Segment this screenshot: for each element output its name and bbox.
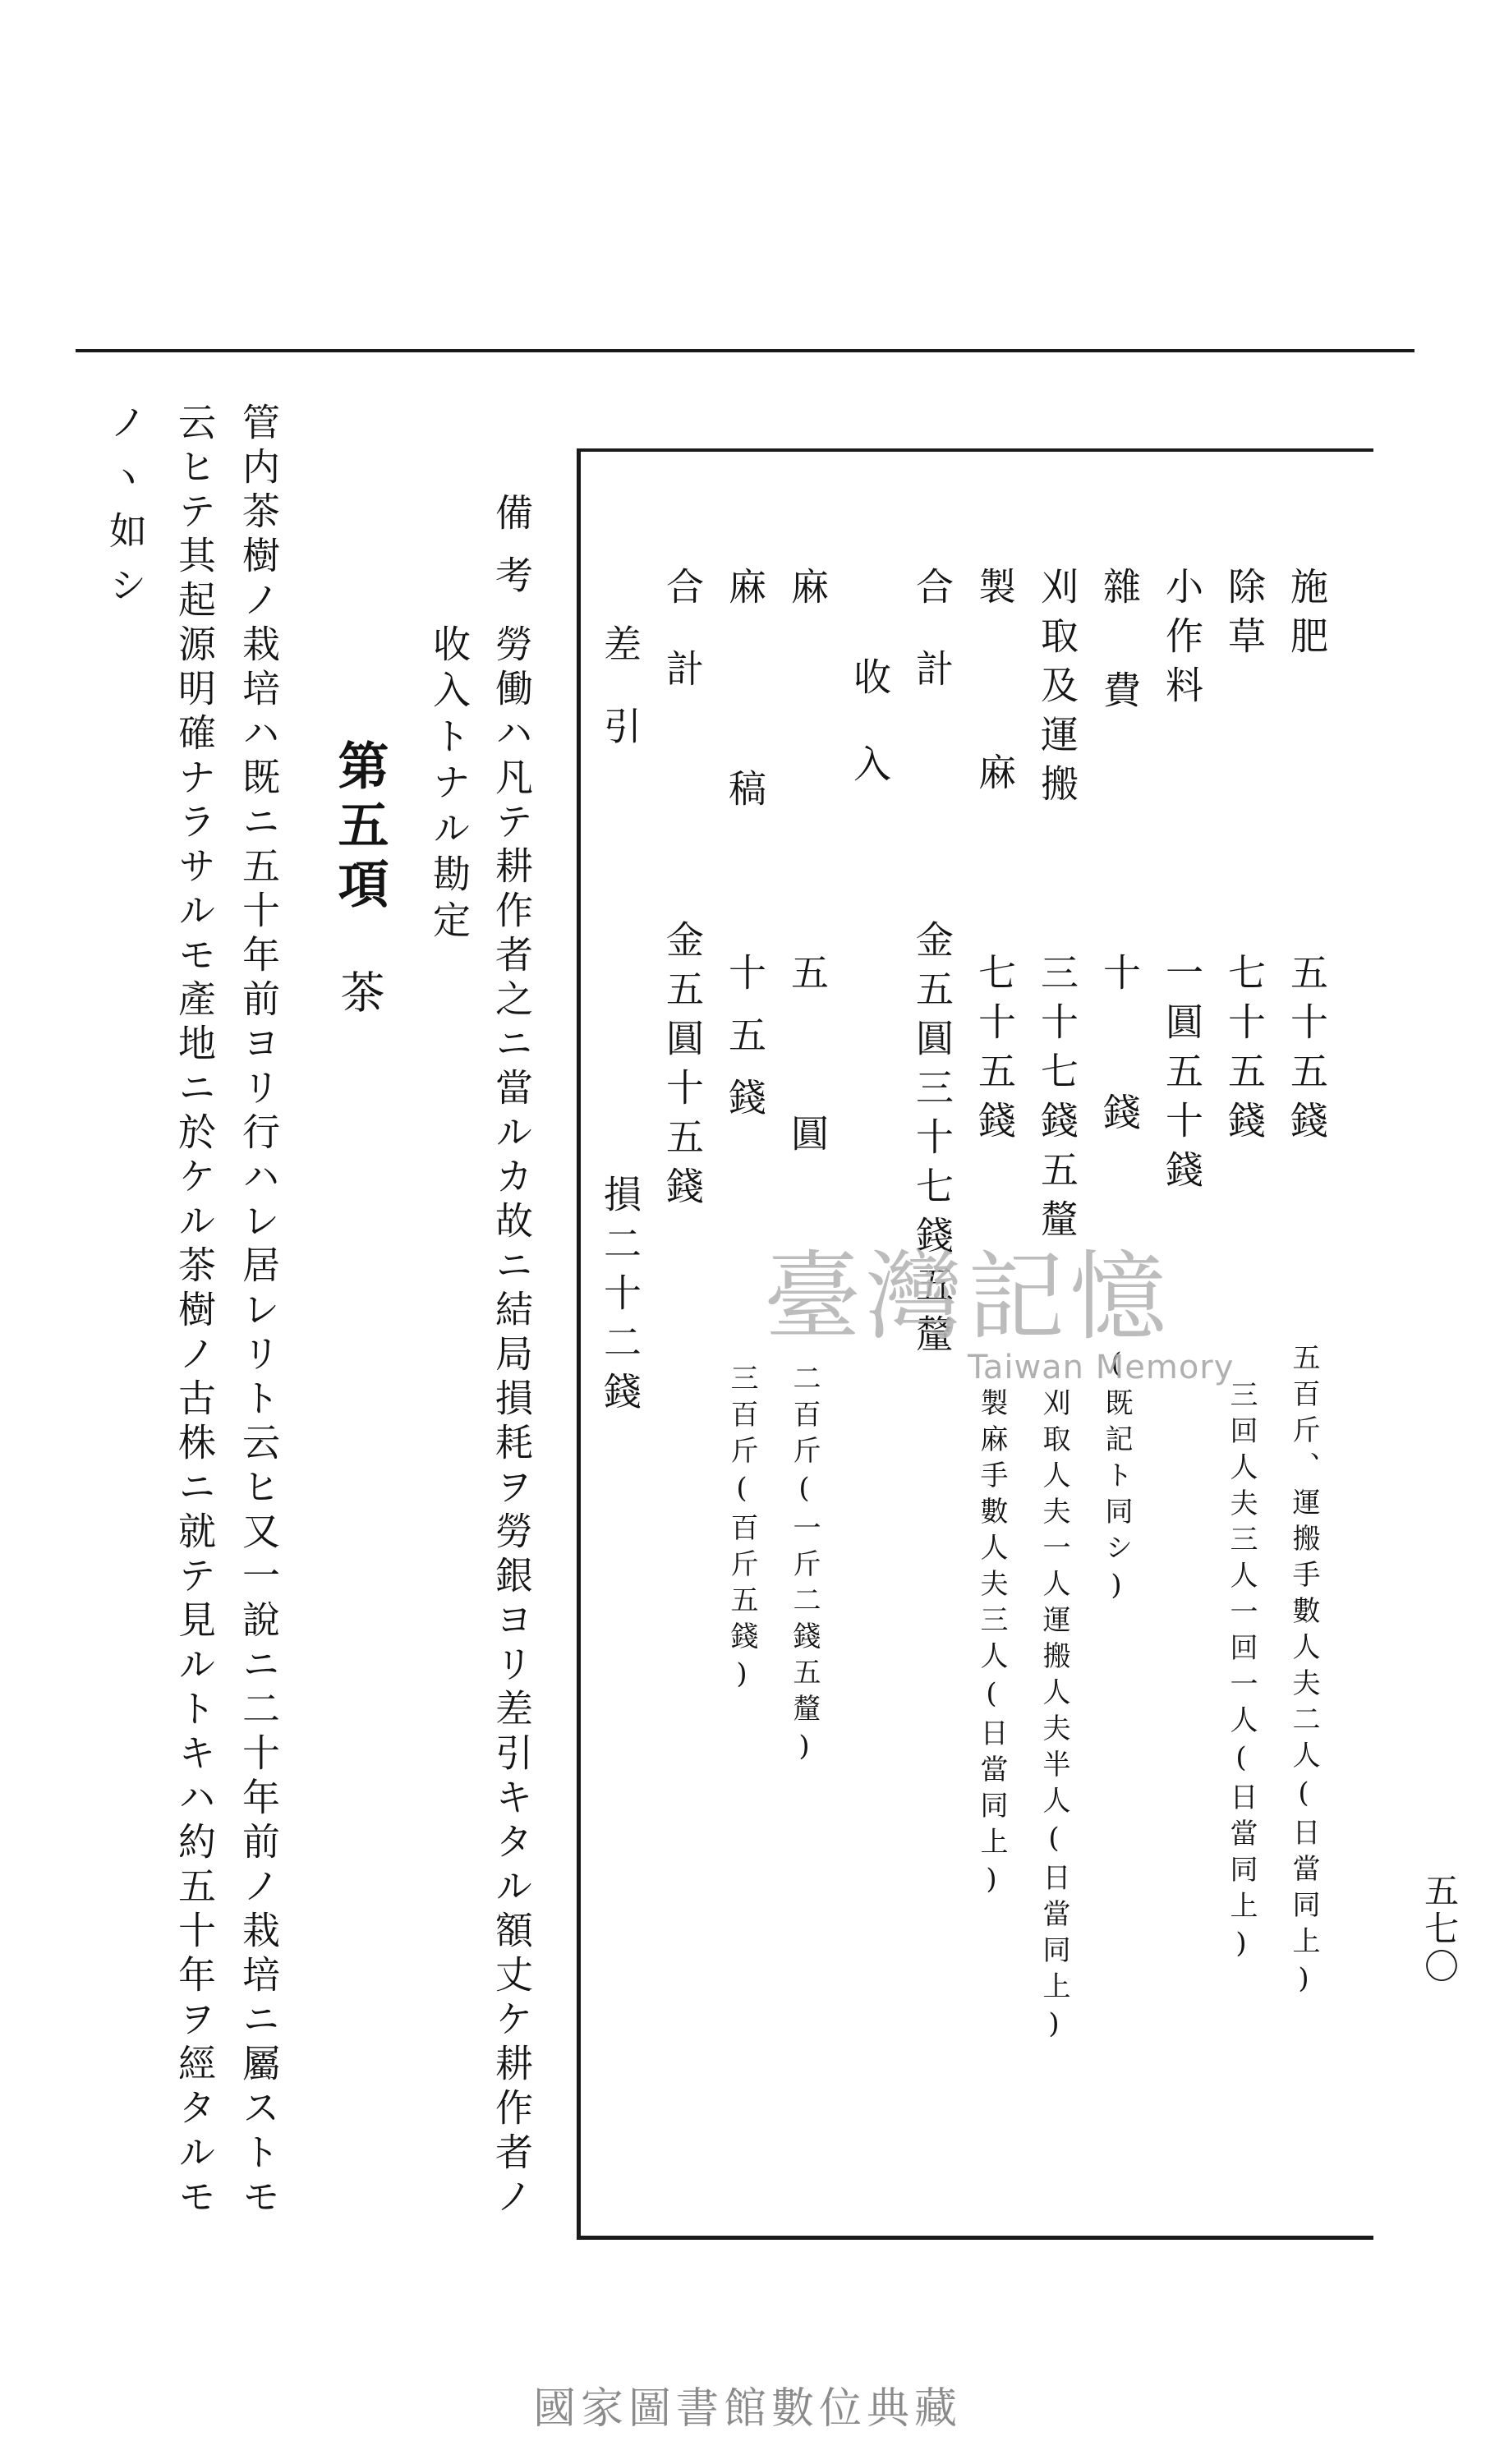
row-label-total-income: 合計 bbox=[660, 567, 705, 731]
row-amount-balance: 損二十二錢 bbox=[598, 1175, 642, 1421]
row-label-fertilizer: 施肥 bbox=[1285, 567, 1329, 665]
row-note-harvest: 刈取人夫一人運搬人夫半人(日當同上) bbox=[1037, 1388, 1070, 2048]
row-amount-harvest: 三十七錢五釐 bbox=[1035, 953, 1079, 1248]
row-amount-fertilizer: 五十五錢 bbox=[1285, 953, 1329, 1150]
page-number: 五七〇 bbox=[1419, 1873, 1460, 1986]
row-note-misc: (既記ト同シ) bbox=[1100, 1347, 1133, 1610]
row-note-weeding: 三回人夫三人一回一人(日當同上) bbox=[1225, 1380, 1258, 1968]
watermark-subtitle: Taiwan Memory bbox=[968, 1349, 1235, 1386]
watermark bbox=[764, 1240, 1290, 1388]
row-label-misc: 雜費 bbox=[1097, 567, 1142, 774]
section-heading: 第五項 bbox=[329, 739, 389, 917]
row-label-hemp-stalk: 麻稿 bbox=[723, 567, 767, 971]
row-label-total-expense: 合計 bbox=[910, 567, 954, 731]
row-note-hemp-making: 製麻手數人夫三人(日當同上) bbox=[975, 1388, 1008, 1904]
row-label-hemp-making: 製麻 bbox=[973, 567, 1017, 938]
body-line-3: ノヽ如シ bbox=[104, 402, 148, 619]
row-amount-weeding: 七十五錢 bbox=[1222, 953, 1267, 1150]
footer-credit: 國家圖書館數位典藏 bbox=[532, 2384, 962, 2434]
remarks-line-1: 勞働ハ凡テ耕作者之ニ當ルカ故ニ結局損耗ヲ勞銀ヨリ差引キタル額丈ケ耕作者ノ bbox=[490, 624, 534, 2221]
row-amount-rent: 一圓五十錢 bbox=[1160, 953, 1204, 1199]
table-top-border bbox=[580, 448, 1373, 452]
row-label-rent: 小作料 bbox=[1160, 567, 1204, 715]
watermark-logo-text: 臺灣記憶 bbox=[764, 1240, 1172, 1354]
body-line-1: 管内茶樹ノ栽培ハ既ニ五十年前ヨリ行ハレ居レリト云ヒ又一說ニ二十年前ノ栽培ニ屬ストモ bbox=[237, 402, 281, 2221]
row-amount-hemp-making: 七十五錢 bbox=[973, 953, 1017, 1150]
row-amount-total-income: 金五圓十五錢 bbox=[660, 920, 705, 1216]
row-amount-hemp: 五圓 bbox=[785, 953, 830, 1275]
row-amount-misc: 十錢 bbox=[1097, 953, 1142, 1232]
section-income-label: 收入 bbox=[848, 657, 892, 831]
row-amount-total-expense: 金五圓三十七錢五釐 bbox=[910, 920, 954, 1363]
table-left-border bbox=[577, 448, 581, 2239]
section-subject: 茶 bbox=[334, 969, 385, 1025]
row-note-hemp: 二百斤(一斤二錢五釐) bbox=[788, 1363, 821, 1771]
body-line-2: 云ヒテ其起源明確ナラサルモ產地ニ於ケル茶樹ノ古株ニ就テ見ルトキハ約五十年ヲ經タルモ bbox=[172, 402, 217, 2221]
row-label-weeding: 除草 bbox=[1222, 567, 1267, 665]
remarks-label: 備考 bbox=[490, 493, 534, 618]
remarks-line-2: 收入トナル勘定 bbox=[427, 624, 472, 946]
row-label-harvest: 刈取及運搬 bbox=[1035, 567, 1079, 813]
row-note-fertilizer: 五百斤、運搬手數人夫二人(日當同上) bbox=[1287, 1343, 1320, 2003]
row-note-hemp-stalk: 三百斤(百斤五錢) bbox=[725, 1363, 758, 1699]
top-rule bbox=[76, 349, 1414, 352]
row-amount-hemp-stalk: 十五錢 bbox=[723, 953, 767, 1140]
row-label-balance: 差引 bbox=[598, 624, 642, 788]
table-bottom-border bbox=[577, 2236, 1373, 2240]
row-label-hemp: 麻 bbox=[785, 567, 830, 769]
